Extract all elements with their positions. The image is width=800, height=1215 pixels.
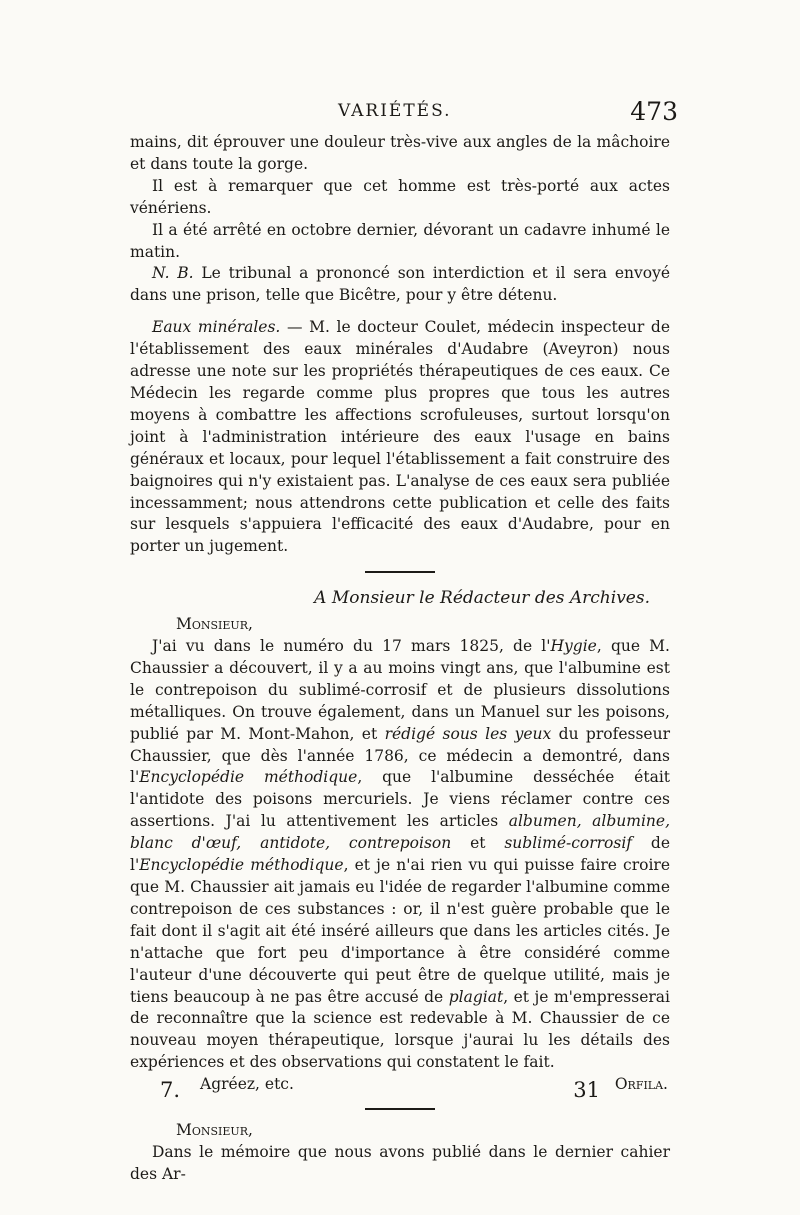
page-header — [130, 97, 678, 131]
letter-text: du professeur Chaussier, que dès l'année 1786, ce médecin a demontré, dans l' — [130, 724, 670, 787]
paragraph-continued: mains, dit éprouver une douleur très-vive aux angles de la mâchoire et dans toute la gorge. — [130, 133, 670, 173]
mineral-waters-paragraph — [130, 317, 670, 558]
nota-bene-paragraph — [130, 263, 670, 307]
emphasis: rédigé sous les yeux — [384, 724, 552, 743]
journal-title: Hygie — [550, 637, 597, 656]
work-title: Encyclopédie méthodique — [139, 768, 358, 787]
salutation: Monsieur, — [176, 1121, 253, 1140]
work-title: Encyclopédie méthodique — [139, 856, 344, 875]
letter-body: Dans le mémoire que nous avons publié dans le dernier cahier des Ar- — [130, 1142, 670, 1183]
letter-text: J'ai vu dans le numéro du 17 mars 1825, de l' — [152, 637, 551, 656]
page-number: 473 — [630, 97, 678, 126]
section-divider — [365, 1108, 435, 1110]
emphasis: plagiat — [448, 987, 504, 1006]
nota-bene-label: N. B. — [152, 264, 194, 283]
letter-text: , que M. Chaussier a découvert, il y a au moins vingt ans, que l'albumine est le contrepoison du sublimé-corrosif et de plusieurs dissolutions métalliques. On trouve également, dans un Manuel sur les poisons, publié par M. Mont-Mahon, et — [130, 637, 670, 743]
paragraph: Il a été arrêté en octobre dernier, dévorant un cadavre inhumé le matin. — [130, 220, 670, 261]
section-text: — M. le docteur Coulet, médecin inspecteur de l'établissement des eaux minérales d'Audabre (Aveyron) nous adresse une note sur les propriétés thérapeutiques de ces eaux. Ce Médecin les regarde comme plus propres que tous les autres moyens à combattre les affections scrofuleuses, surtout lorsqu'on joint à l'administration intérieure des eaux l'usage en bains généraux et locaux, pour lequel l'établissement a fait construire des baignoires qui n'y existaient pas. L'analyse de ces eaux sera publiée incessamment; nous attendrons cette publication et celle des faits sur lesquels s'appuiera l'efficacité des eaux d'Audabre, pour en porter un jugement. — [130, 318, 670, 556]
nota-bene-text: Le tribunal a prononcé son interdiction et il sera envoyé dans une prison, telle que Bicêtre, pour y être détenu. — [130, 264, 670, 305]
letter-text: , que l'albumine desséchée était l'antidote des poisons mercuriels. Je viens réclamer contre ces assertions. J'ai lu attentivement les articles — [130, 768, 670, 831]
letter-heading: A Monsieur le Rédacteur des Archives. — [314, 588, 650, 609]
letter-text: de l' — [130, 834, 670, 875]
letter-body — [130, 636, 670, 1074]
salutation: Monsieur, — [176, 615, 253, 634]
paragraph: Il est à remarquer que cet homme est très-porté aux actes vénériens. — [130, 176, 670, 217]
signature: Orfila. — [614, 1075, 668, 1094]
section-divider — [365, 571, 435, 573]
article-terms: albumen, albumine, blanc d'œuf, antidote, contrepoison — [130, 812, 671, 853]
article-term: sublimé-corrosif — [504, 834, 633, 853]
signature-mark: 7. — [160, 1078, 181, 1102]
page-body — [130, 132, 670, 1186]
folio: 31 — [573, 1078, 600, 1102]
letter-text: et — [451, 834, 505, 853]
closing: Agréez, etc. — [200, 1075, 294, 1094]
letter-text: , et je n'ai rien vu qui puisse faire croire que M. Chaussier ait jamais eu l'idée de regarder l'albumine comme contrepoison de ces substances : or, il n'est guère probable que le fait dont il s'agit ait été inséré ailleurs que dans les articles cités. Je n'attache que fort peu d'importance à être considéré comme l'auteur d'une découverte qui peut être de quelque utilité, mais je tiens beaucoup à ne pas être accusé de — [130, 856, 671, 1006]
page-footer — [160, 1078, 600, 1108]
letter-text: , et je m'empresserai de reconnaître que la science est redevable à M. Chaussier de ce nouveau moyen thérapeutique, lorsque j'aurai lu les détails des expériences et des observations qui constatent le fait. — [130, 987, 670, 1072]
running-title: VARIÉTÉS. — [338, 101, 452, 121]
section-title: Eaux minérales. — [152, 318, 281, 337]
